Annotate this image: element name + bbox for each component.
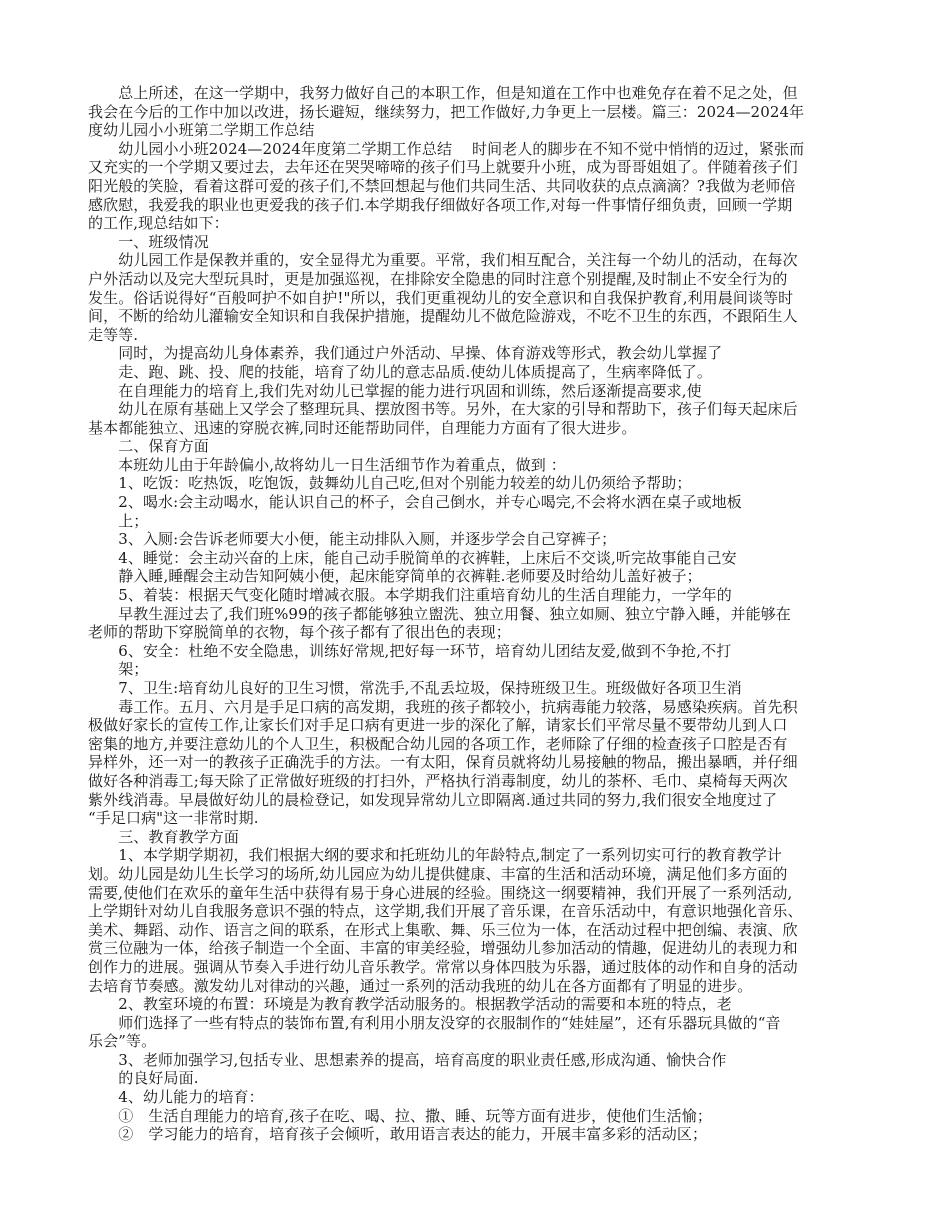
text-line: 上学期针对幼儿自我服务意识不强的特点，这学期,我们开展了音乐课，在音乐活动中，有意识地强化音乐、	[88, 902, 803, 921]
text-line: 2、教室环境的布置：环境是为教育教学活动服务的。根据教学活动的需要和本班的特点，老	[88, 995, 732, 1014]
text-line: 4、幼儿能力的培育：	[88, 1088, 264, 1107]
text-line: 的良好局面.	[88, 1069, 199, 1088]
text-line: ① 生活自理能力的培育,孩子在吃、喝、拉、撒、睡、玩等方面有进步，使他们生活愉；	[88, 1106, 712, 1125]
text-line: 上；	[88, 511, 149, 530]
text-line: 在自理能力的培育上,我们先对幼儿已掌握的能力进行巩固和训练，然后逐渐提高要求,使	[88, 381, 702, 400]
text-line: 极做好家长的宣传工作,让家长们对手足口病有更进一步的深化了解，请家长们平常尽量不要带幼儿到人口	[88, 716, 788, 735]
text-line: 6、安全：杜绝不安全隐患，训练好常规,把好每一环节，培育幼儿团结友爱,做到不争抢,不打	[88, 641, 732, 660]
text-line: 架；	[88, 660, 149, 679]
text-line: 走等等.	[88, 325, 139, 344]
text-line: 美术、舞蹈、动作、语言之间的联系，在形式上集歌、舞、乐三位为一体，在活动过程中把创编、表演、欣	[88, 920, 798, 939]
text-line: 感欣慰，我爱我的职业也更爱我的孩子们.本学期我仔细做好各项工作,对每一件事情仔细负责，回顾一学期	[88, 195, 793, 214]
text-line: 同时，为提高幼儿身体素养，我们通过户外活动、早操、体育游戏等形式，教会幼儿掌握了	[88, 344, 723, 363]
text-line: 度幼儿园小小班第二学期工作总结	[88, 121, 315, 140]
text-line: 3、老师加强学习,包括专业、思想素养的提高，培育高度的职业责任感,形成沟通、愉快合作	[88, 1050, 727, 1069]
text-line: 静入睡,睡醒会主动告知阿姨小便，起床能穿简单的衣裤鞋.老师要及时给幼儿盖好被子；	[88, 567, 702, 586]
text-line: 紫外线消毒。早晨做好幼儿的晨检登记，如发现异常幼儿立即隔离.通过共同的努力,我们很安全地度过了	[88, 790, 778, 809]
text-line: 户外活动以及完大型玩具时，更是加强巡视，在排除安全隐患的同时注意个别提醒,及时制止不安全行为的	[88, 269, 788, 288]
text-line: 发生。俗话说得好“百般呵护不如自护!"所以，我们更重视幼儿的安全意识和自我保护教育,利用晨间谈等时	[88, 288, 794, 307]
text-line: ② 学习能力的培育，培育孩子会倾听，敢用语言表达的能力，开展丰富多彩的活动区；	[88, 1125, 708, 1144]
text-line: 我会在今后的工作中加以改进，扬长避短，继续努力，把工作做好,力争更上一层楼。篇三：2024—2024年	[88, 102, 805, 121]
text-line: 阳光般的笑脸，看着这群可爱的孩子们,不禁回想起与他们共同生活、共同收获的点点滴滴？?我做为老师倍	[88, 176, 796, 195]
text-line: 3、入厕:会告诉老师要大小便，能主动排队入厕，并逐步学会自己穿裤子；	[88, 530, 617, 549]
text-line: 老师的帮助下穿脱简单的衣物，每个孩子都有了很出色的表现；	[88, 623, 511, 642]
text-line: 二、保育方面	[88, 437, 209, 456]
text-line: 基本都能独立、迅速的穿脱衣裤,同时还能帮助同伴，自理能力方面有了很大进步。	[88, 418, 637, 437]
text-line: “手足口病"这一非常时期.	[88, 809, 259, 828]
text-line: 早教生涯过去了,我们班%99的孩子都能够独立盥洗、独立用餐、独立如厕、独立宁静入睡，并能够在	[88, 604, 791, 623]
text-line: 异样外，还一对一的教孩子正确洗手的方法。一有太阳，保育员就将幼儿易接触的物品，搬出暴晒，并仔细	[88, 753, 798, 772]
text-line: 三、教育教学方面	[88, 827, 240, 846]
text-line: 幼儿园工作是保教并重的，安全显得尤为重要。平常，我们相互配合，关注每一个幼儿的活动，在每次	[88, 251, 798, 270]
text-line: 划。幼儿园是幼儿生长学习的场所,幼儿园应为幼儿提供健康、丰富的生活和活动环境，满足他们多方面的	[88, 864, 788, 883]
text-line: 去培育节奏感。激发幼儿对律动的兴趣，通过一系列的活动我班的幼儿在各方面都有了明显的进步。	[88, 976, 753, 995]
text-line: 一、班级情况	[88, 232, 209, 251]
text-line: 师们选择了一些有特点的装饰布置,有利用小朋友没穿的衣服制作的“娃娃屋”，还有乐器玩具做的“音	[88, 1013, 781, 1032]
text-line: 的工作,现总结如下：	[88, 214, 229, 233]
text-line: 7、卫生:培育幼儿良好的卫生习惯，常洗手,不乱丢垃圾，保持班级卫生。班级做好各项卫生消	[88, 679, 742, 697]
text-line: 走、跑、跳、投、爬的技能，培育了幼儿的意志品质.使幼儿体质提高了，生病率降低了。	[88, 362, 712, 381]
text-line: 做好各种消毒工;每天除了正常做好班级的打扫外，严格执行消毒制度，幼儿的茶杯、毛巾、桌椅每天两次	[88, 771, 788, 790]
document-body	[88, 84, 878, 1144]
text-line: 乐会”等。	[88, 1032, 157, 1051]
text-line: 1、吃饭：吃热饭，吃饱饭，鼓舞幼儿自己吃,但对个别能力较差的幼儿仍须给予帮助；	[88, 474, 692, 493]
text-line: 2、喝水:会主动喝水，能认识自己的杯子，会自己倒水，并专心喝完,不会将水洒在桌子或地板	[88, 493, 742, 512]
text-line: 5、着装：根据天气变化随时增减衣服。本学期我们注重培育幼儿的生活自理能力，一学年的	[88, 586, 732, 605]
text-line: 间，不断的给幼儿灌输安全知识和自我保护措施，提醒幼儿不做危险游戏，不吃不卫生的东西，不跟陌生人	[88, 307, 798, 326]
text-line: 总上所述，在这一学期中，我努力做好自己的本职工作，但是知道在工作中也难免存在着不足之处，但	[88, 84, 798, 102]
text-line: 又充实的一个学期又要过去，去年还在哭哭啼啼的孩子们马上就要升小班，成为哥哥姐姐了。伴随着孩子们	[88, 158, 798, 177]
text-line: 本班幼儿由于年龄偏小,故将幼儿一日生活细节作为着重点，做到 ：	[88, 455, 566, 474]
text-line: 赏三位融为一体，给孩子制造一个全面、丰富的审美经验，增强幼儿参加活动的情趣，促进幼儿的表现力和	[88, 939, 798, 958]
text-line: 毒工作。五月、六月是手足口病的高发期，我班的孩子都较小，抗病毒能力较落，易感染疾病。首先积	[88, 697, 798, 716]
text-line: 幼儿园小小班2024—2024年度第二学期工作总结 时间老人的脚步在不知不觉中悄悄的迈过，紧张而	[88, 139, 805, 158]
text-line: 4、睡觉：会主动兴奋的上床，能自己动手脱简单的衣裤鞋，上床后不交谈,听完故事能自己安	[88, 548, 737, 567]
text-line: 需要,使他们在欢乐的童年生活中获得有易于身心进展的经验。围绕这一纲要精神，我们开展了一系列活动,	[88, 883, 793, 902]
text-line: 密集的地方,并要注意幼儿的个人卫生，积极配合幼儿园的各项工作，老师除了仔细的检查孩子口腔是否有	[88, 734, 788, 753]
text-line: 1、本学期学期初，我们根据大纲的要求和托班幼儿的年龄特点,制定了一系列切实可行的教育教学计	[88, 846, 783, 865]
text-line: 创作力的进展。强调从节奏入手进行幼儿音乐教学。常常以身体四肢为乐器，通过肢体的动作和自身的活动	[88, 957, 798, 976]
text-line: 幼儿在原有基础上又学会了整理玩具、摆放图书等。另外，在大家的引导和帮助下，孩子们每天起床后	[88, 400, 798, 419]
